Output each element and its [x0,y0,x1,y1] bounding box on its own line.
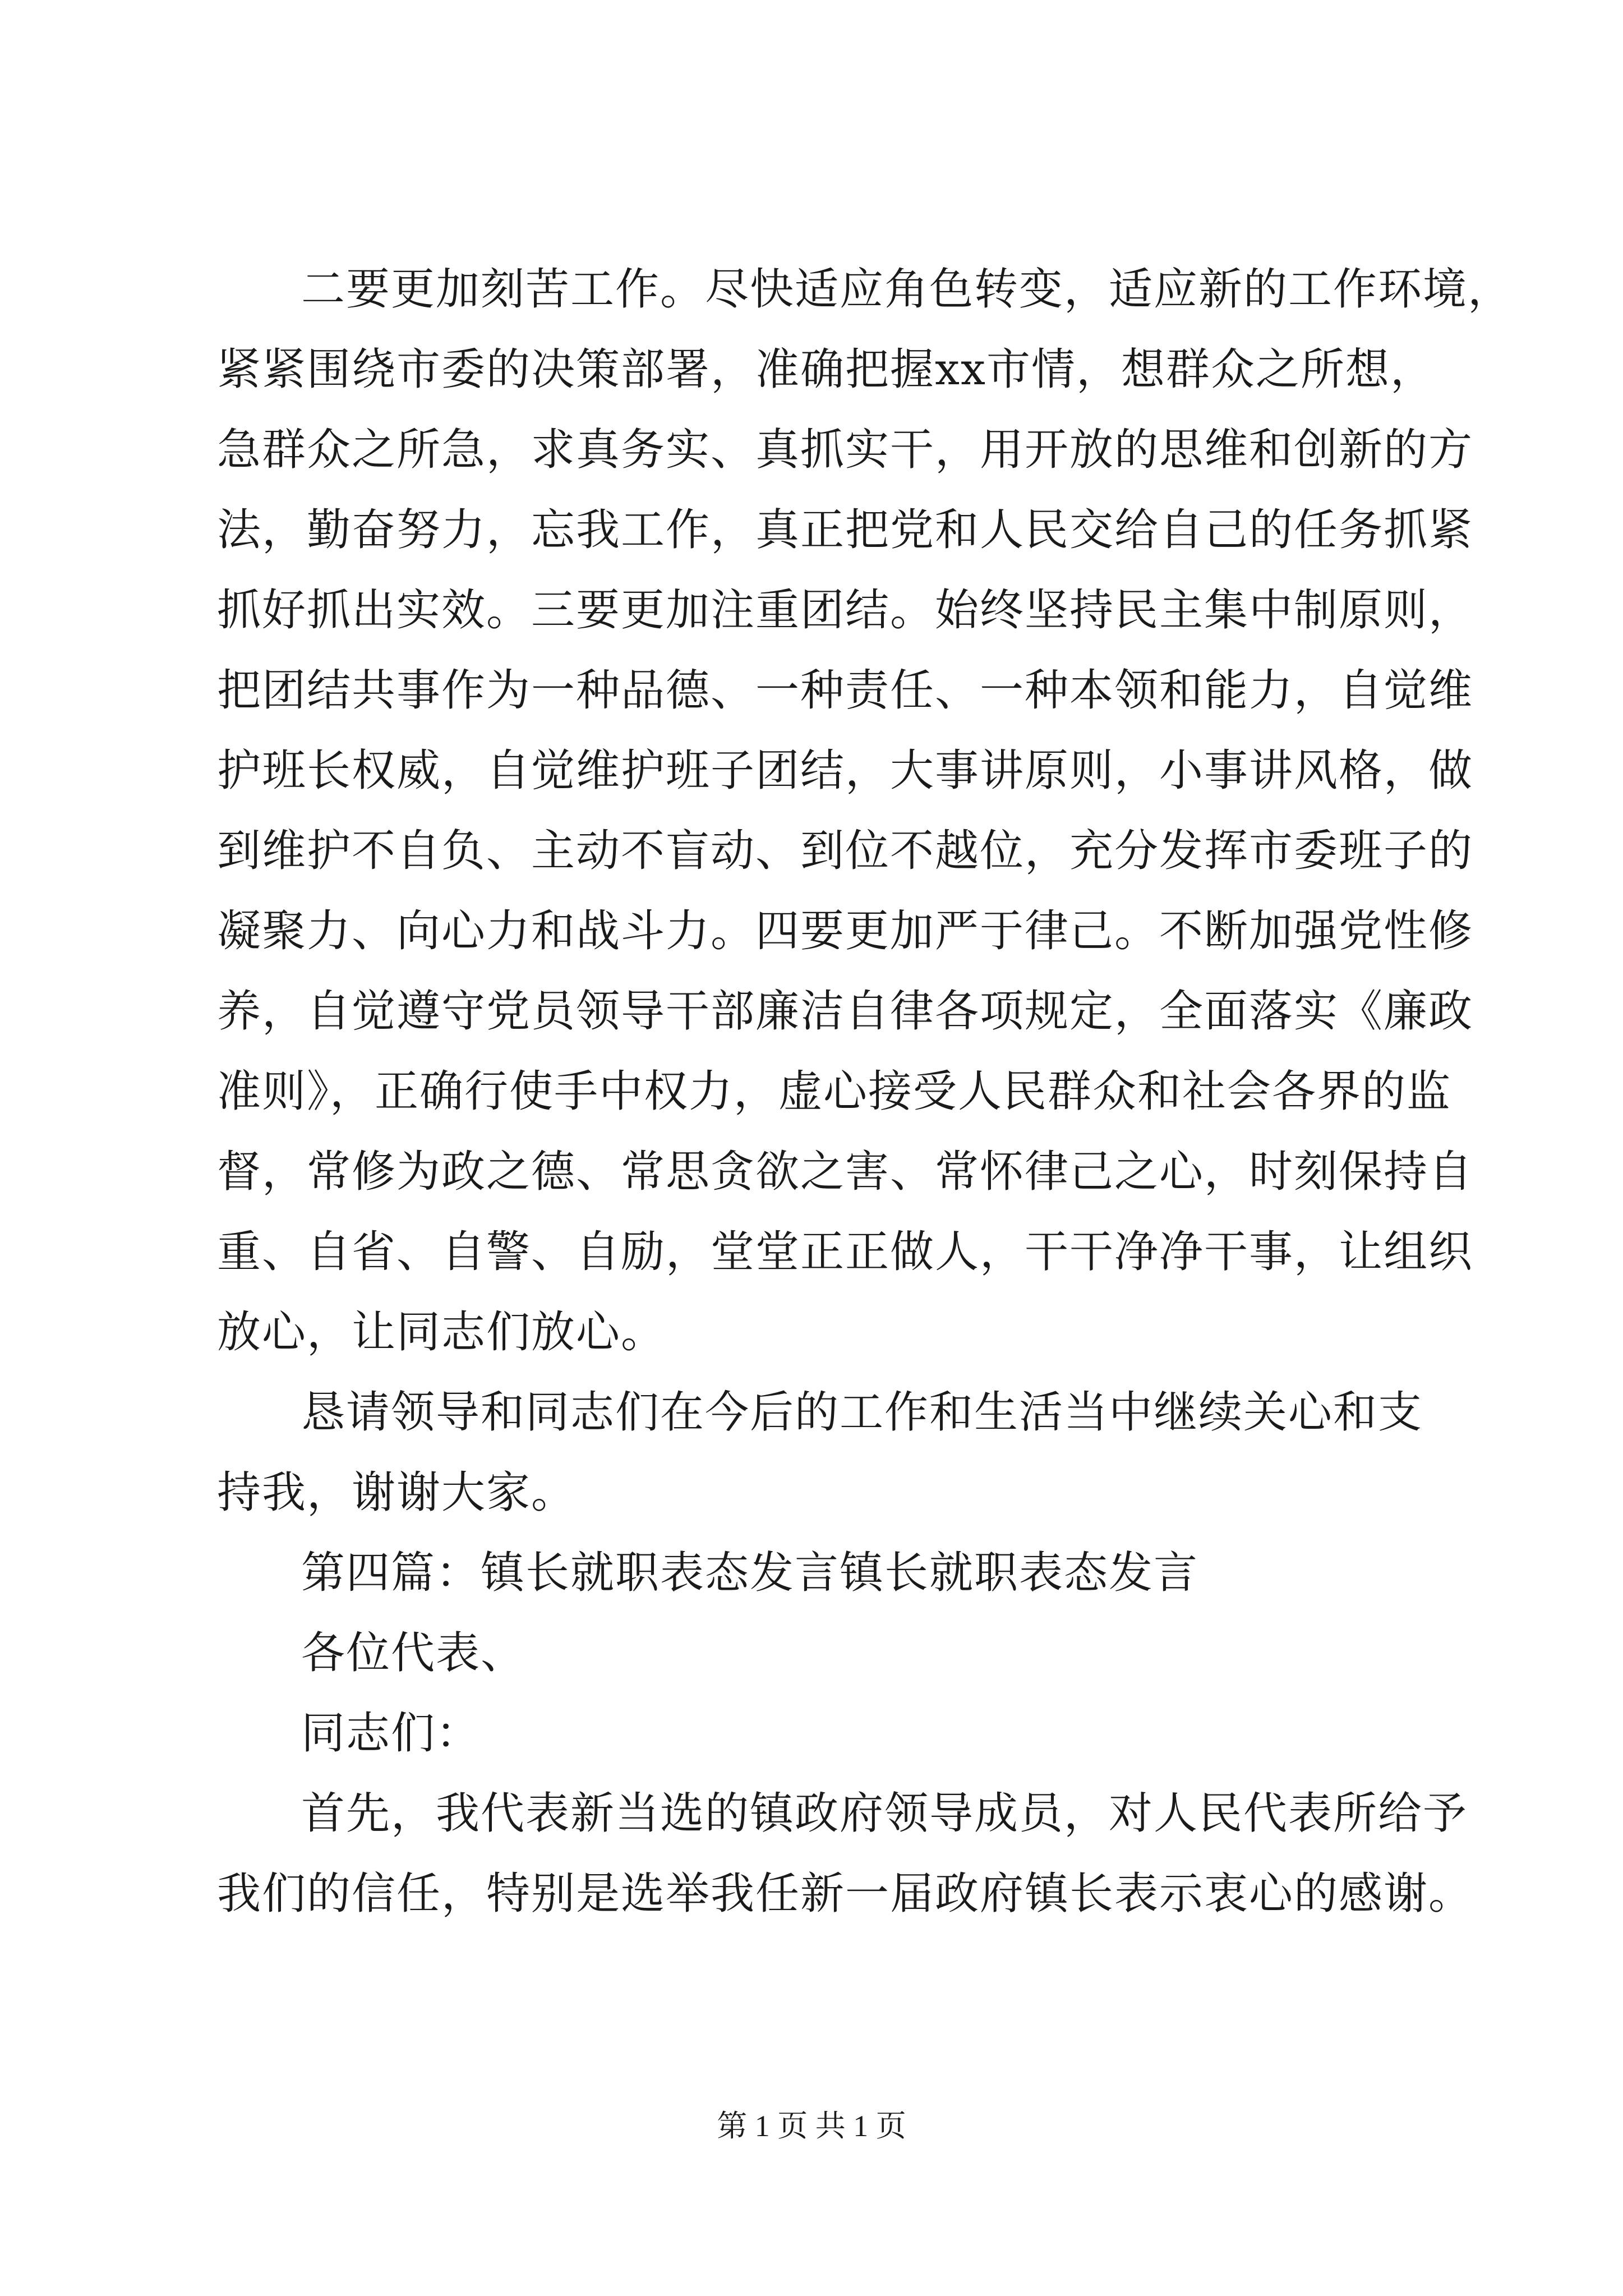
page-footer [0,2109,1623,2143]
text-line: 凝聚力、向心力和战斗力。四要更加严于律己。不断加强党性修 [217,906,1474,956]
text-line: 到维护不自负、主动不盲动、到位不越位，充分发挥市委班子的 [217,826,1474,876]
salutation-line: 各位代表、 [301,1628,526,1678]
page-number-label: 第 1 页 共 1 页 [717,2109,906,2143]
text-line: 我们的信任，特别是选举我任新一届政府镇长表示衷心的感谢。 [217,1869,1474,1919]
text-line: 放心，让同志们放心。 [217,1307,666,1358]
text-line: 首先，我代表新当选的镇政府领导成员，对人民代表所给予 [301,1788,1468,1839]
text-line: 抓好抓出实效。三要更加注重团结。始终坚持民主集中制原则， [217,585,1474,636]
text-line: 重、自省、自警、自励，堂堂正正做人，干干净净干事，让组织 [217,1227,1474,1277]
section-heading: 第四篇：镇长就职表态发言镇长就职表态发言 [301,1548,1199,1598]
text-line: 准则》，正确行使手中权力，虚心接受人民群众和社会各界的监 [217,1066,1452,1117]
text-line: 恳请领导和同志们在今后的工作和生活当中继续关心和支 [301,1387,1423,1438]
text-line: 法，勤奋努力，忘我工作，真正把党和人民交给自己的任务抓紧 [217,505,1474,555]
text-line: 养，自觉遵守党员领导干部廉洁自律各项规定，全面落实《廉政 [217,986,1474,1037]
salutation-line: 同志们： [301,1708,481,1759]
text-line: 持我，谢谢大家。 [217,1467,577,1518]
body-text [217,250,1513,1934]
text-line: 把团结共事作为一种品德、一种责任、一种本领和能力，自觉维 [217,665,1474,716]
text-line: 护班长权威，自觉维护班子团结，大事讲原则，小事讲风格，做 [217,746,1474,796]
text-line: 督，常修为政之德、常思贪欲之害、常怀律己之心，时刻保持自 [217,1147,1474,1197]
text-line: 急群众之所急，求真务实、真抓实干，用开放的思维和创新的方 [217,425,1474,475]
text-line: 二要更加刻苦工作。尽快适应角色转变，适应新的工作环境， [301,264,1513,315]
text-line: 紧紧围绕市委的决策部署，准确把握xx市情，想群众之所想， [217,344,1435,395]
